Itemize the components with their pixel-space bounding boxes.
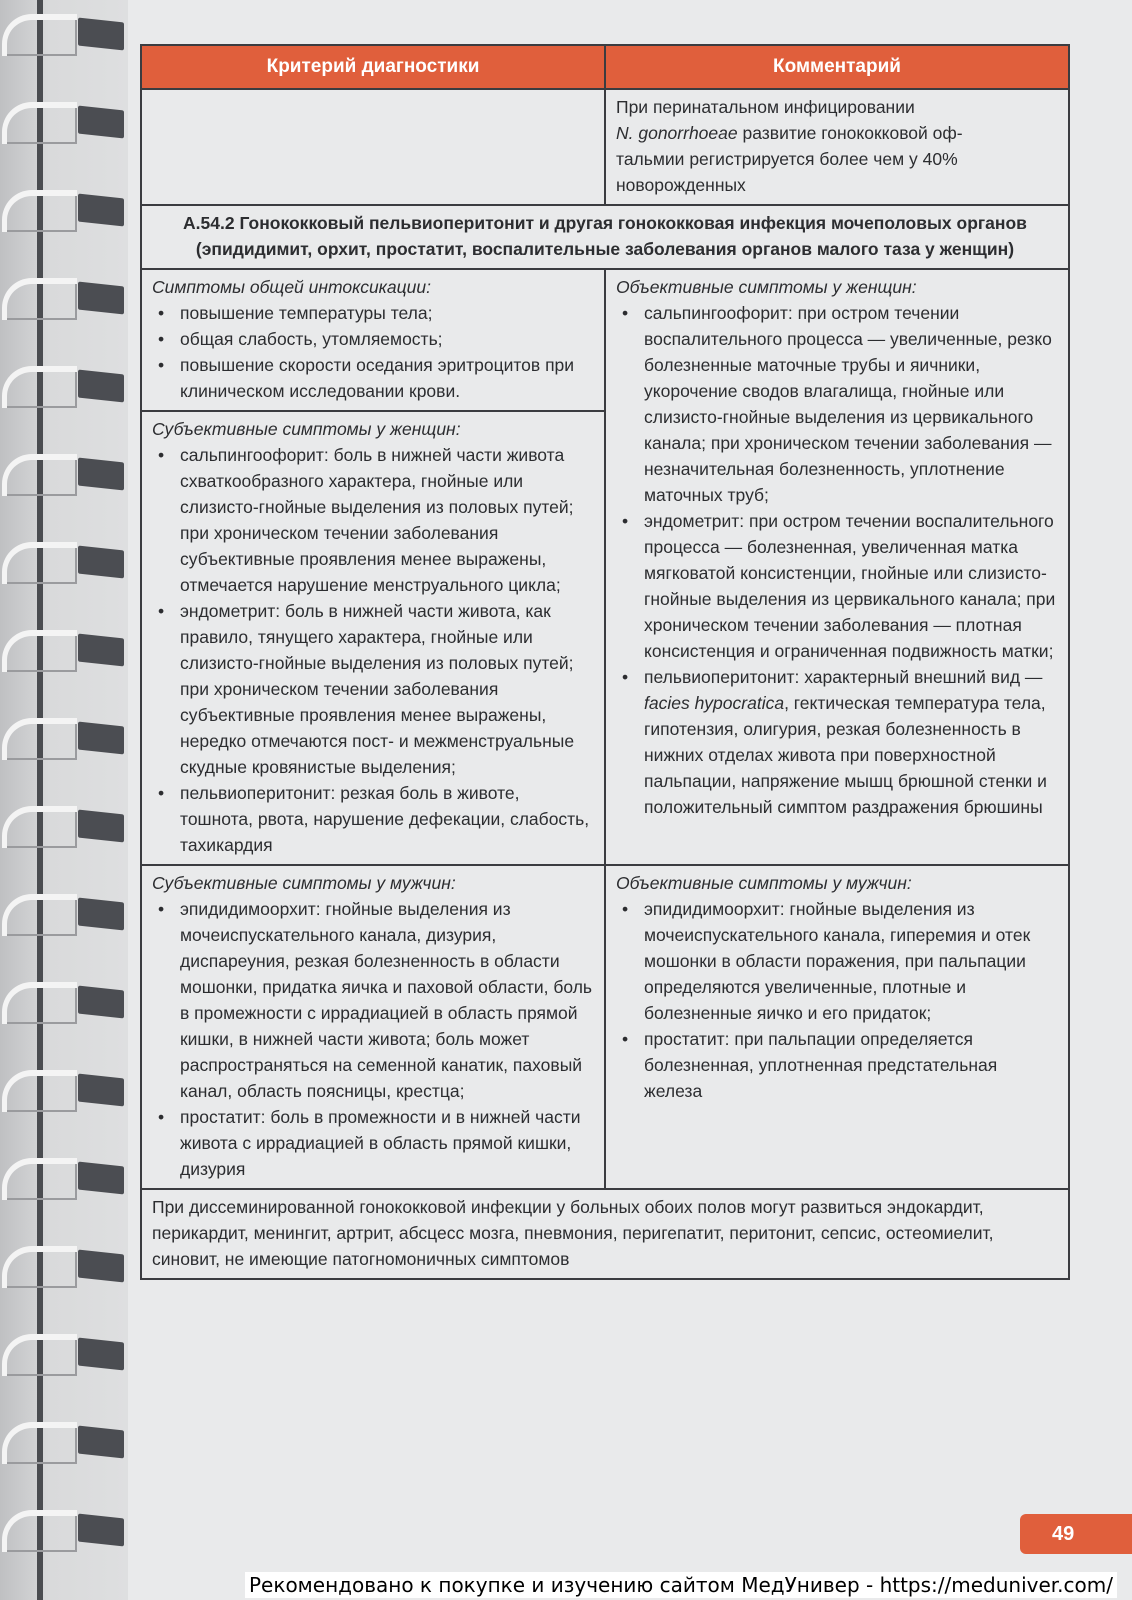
binding-ring	[0, 448, 128, 498]
cell-subtitle: Объективные симптомы у женщин:	[616, 277, 917, 297]
binding-ring	[0, 272, 128, 322]
cell-subtitle: Объективные симптомы у мужчин:	[616, 873, 912, 893]
section-heading-line: (эпидидимит, орхит, простатит, воспалительные заболевания органов малого таза у женщин)	[195, 239, 1015, 259]
list-item: • эндометрит: при остром течении воспалительного процесса — болезненная, увеличенная матка мягковатой консистенции, гнойные или слизисто-гнойные выделения из цервикального канала; при хроническом течении заболевания — плотная консистенция и ограниченная подвижность матки;	[640, 508, 1058, 664]
header-criterion: Критерий диагностики	[141, 45, 605, 89]
list-item: • эндометрит: боль в нижней части живота, как правило, тянущего характера, гнойные или слизисто-гнойные выделения из половых путей; при хроническом течении заболевания субъективные проявления менее выражены, нередко отмечаются пост- и межменструальные скудные кровянистые выделения;	[176, 598, 594, 780]
table-row	[141, 89, 1069, 205]
spiral-binding	[0, 0, 128, 1600]
table-row	[141, 1189, 1069, 1279]
comment-text: При перинатальном инфицировании	[616, 97, 915, 117]
binding-ring	[0, 360, 128, 410]
header-comment: Комментарий	[605, 45, 1069, 89]
binding-ring	[0, 976, 128, 1026]
cell-subtitle: Субъективные симптомы у женщин:	[152, 419, 461, 439]
objective-women-cell	[605, 269, 1069, 865]
perinatal-comment-cell	[605, 89, 1069, 205]
binding-ring	[0, 800, 128, 850]
binding-ring	[0, 1064, 128, 1114]
table-row	[141, 865, 1069, 1189]
list-item: • эпидидимоорхит: гнойные выделения из мочеиспускательного канала, гиперемия и отек мошонки в области поражения, при пальпации определяются увеличенные, плотные и болезненные яичко и его придаток;	[640, 896, 1058, 1026]
table-header-row	[141, 45, 1069, 89]
binding-ring	[0, 712, 128, 762]
empty-criterion-cell	[141, 89, 605, 205]
binding-ring	[0, 536, 128, 586]
symptom-list	[616, 896, 1058, 1104]
subjective-women-cell	[141, 411, 605, 865]
comment-text: тальмии регистрируется более чем у 40%	[616, 149, 958, 169]
footer-recommendation: Рекомендовано к покупке и изучению сайтом МедУнивер - https://meduniver.com/	[245, 1572, 1117, 1598]
list-item: • пельвиоперитонит: характерный внешний вид — facies hypocratica, гектическая температура тела, гипотензия, олигурия, резкая болезненность в нижних отделах живота при поверхностной пальпации, напряжение мышц брюшной стенки и положительный симптом раздражения брюшины	[640, 664, 1058, 820]
list-item: • повышение скорости оседания эритроцитов при клиническом исследовании крови.	[176, 352, 594, 404]
cell-subtitle: Симптомы общей интоксикации:	[152, 277, 432, 297]
list-item: • пельвиоперитонит: резкая боль в животе, тошнота, рвота, нарушение дефекации, слабость, тахикардия	[176, 780, 594, 858]
list-item: • повышение температуры тела;	[176, 300, 594, 326]
binding-ring	[0, 1328, 128, 1378]
section-heading-line: А.54.2 Гонококковый пельвиоперитонит и другая гонококковая инфекция мочеполовых органов	[183, 213, 1027, 233]
binding-ring	[0, 184, 128, 234]
list-item: • эпидидимоорхит: гнойные выделения из мочеиспускательного канала, дизурия, диспареуния, резкая болезненность в области мошонки, придатка яичка и паховой области, боль в промежности с иррадиацией в область прямой кишки, в нижней части живота; боль может распространяться на семенной канатик, паховый канал, область поясницы, крестца;	[176, 896, 594, 1104]
section-heading	[141, 205, 1069, 269]
binding-ring	[0, 1152, 128, 1202]
list-item: • сальпингоофорит: боль в нижней части живота схваткообразного характера, гнойные или слизисто-гнойные выделения из половых путей; при хроническом течении заболевания субъективные проявления менее выражены, отмечается нарушение менструального цикла;	[176, 442, 594, 598]
symptom-list	[152, 896, 594, 1182]
symptom-list	[152, 300, 594, 404]
binding-ring	[0, 96, 128, 146]
binding-ring	[0, 1240, 128, 1290]
diagnostic-table	[140, 44, 1070, 1280]
symptom-list	[152, 442, 594, 858]
intoxication-cell	[141, 269, 605, 411]
list-item: • сальпингоофорит: при остром течении воспалительного процесса — увеличенные, резко болезненные маточные трубы и яичники, укорочение сводов влагалища, гнойные или слизисто-гнойные выделения из цервикального канала; при хроническом течении заболевания — незначительная болезненность, уплотнение маточных труб;	[640, 300, 1058, 508]
organism-name: N. gonorrhoeae	[616, 123, 738, 143]
disseminated-infection-cell: При диссеминированной гонококковой инфекции у больных обоих полов могут развиться эндокардит, перикардит, менингит, артрит, абсцесс мозга, пневмония, перигепатит, перитонит, сепсис, остеомиелит, синовит, не имеющие патогномоничных симптомов	[141, 1189, 1069, 1279]
comment-text: новорожденных	[616, 175, 746, 195]
section-heading-row	[141, 205, 1069, 269]
binding-ring	[0, 1416, 128, 1466]
list-item: • простатит: при пальпации определяется болезненная, уплотненная предстательная железа	[640, 1026, 1058, 1104]
table-row	[141, 269, 1069, 411]
page-number: 49	[1020, 1514, 1132, 1554]
symptom-list	[616, 300, 1058, 820]
binding-ring	[0, 624, 128, 674]
list-item: • общая слабость, утомляемость;	[176, 326, 594, 352]
subjective-men-cell	[141, 865, 605, 1189]
comment-text: развитие гонококковой оф-	[737, 123, 963, 143]
binding-ring	[0, 8, 128, 58]
binding-ring	[0, 1504, 128, 1554]
book-page	[128, 0, 1132, 1600]
cell-subtitle: Субъективные симптомы у мужчин:	[152, 873, 456, 893]
binding-ring	[0, 888, 128, 938]
objective-men-cell	[605, 865, 1069, 1189]
list-item: • простатит: боль в промежности и в нижней части живота с иррадиацией в область прямой кишки, дизурия	[176, 1104, 594, 1182]
